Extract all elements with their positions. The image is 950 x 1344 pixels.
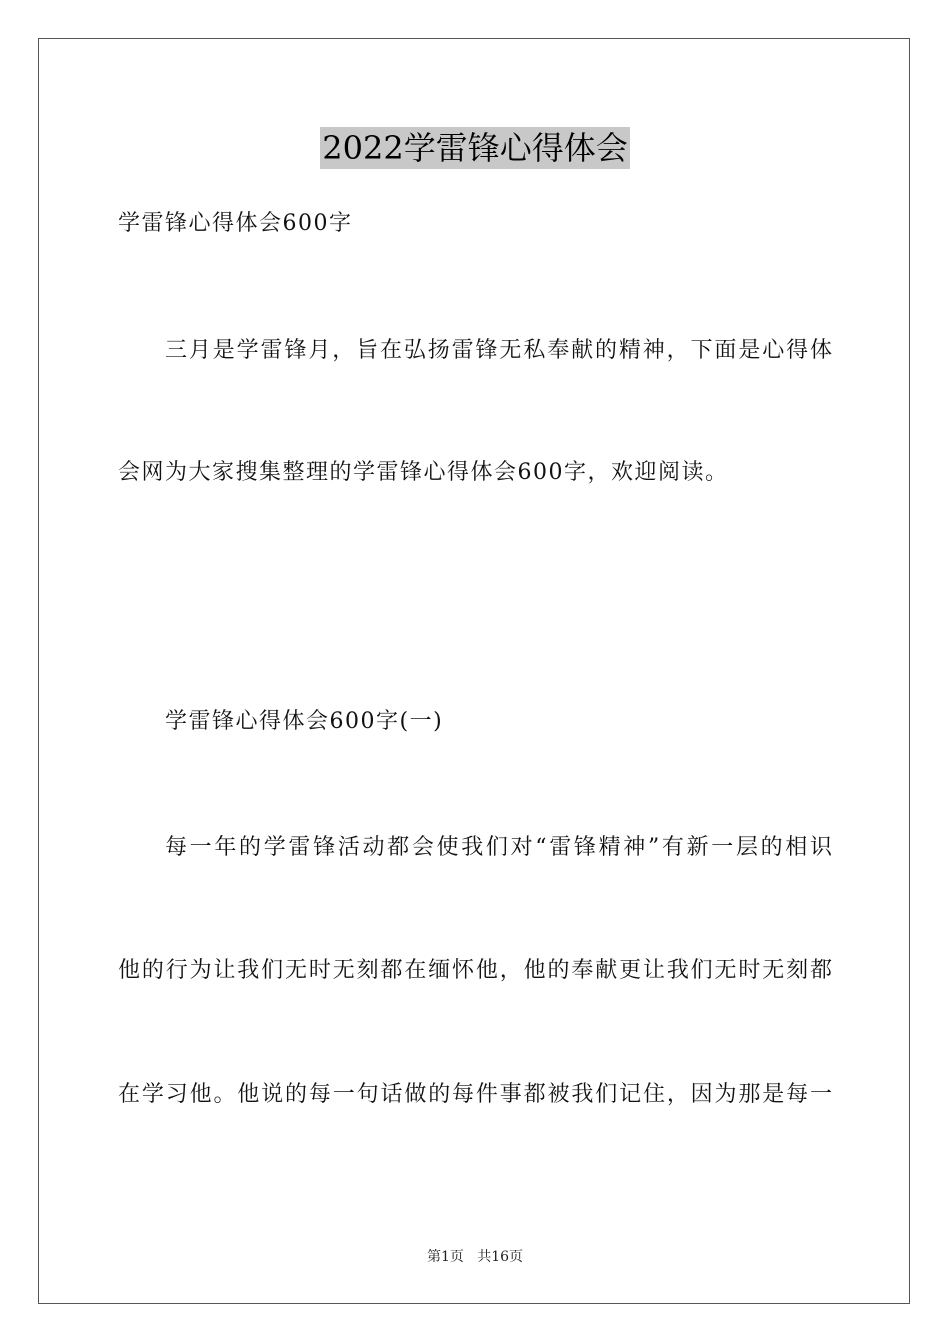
paragraph-line: 会网为大家搜集整理的学雷锋心得体会600字，欢迎阅读。 (118, 460, 729, 485)
document-title: 2022学雷锋心得体会 (322, 129, 628, 167)
paragraph-line: 每一年的学雷锋活动都会使我们对“雷锋精神”有新一层的相识 (165, 835, 832, 860)
paragraph-line: 他的行为让我们无时无刻都在缅怀他，他的奉献更让我们无时无刻都 (118, 958, 832, 983)
page-number-footer: 第1页 共16页 (426, 1249, 524, 1265)
document-subtitle: 学雷锋心得体会600字 (118, 211, 353, 236)
paragraph-line: 在学习他。他说的每一句话做的每件事都被我们记住，因为那是每一 (118, 1082, 832, 1107)
section-heading: 学雷锋心得体会600字(一) (165, 709, 444, 734)
paragraph-line: 三月是学雷锋月，旨在弘扬雷锋无私奉献的精神，下面是心得体 (165, 338, 832, 363)
title-container (0, 127, 950, 169)
